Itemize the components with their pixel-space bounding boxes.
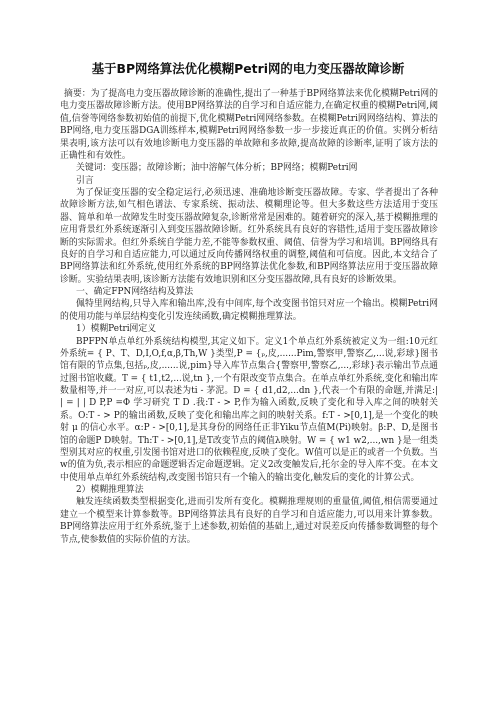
keywords-label: 关键词： [76, 163, 112, 174]
paper-title: 基于BP网络算法优化模糊Petri网的电力变压器故障诊断 [91, 61, 405, 76]
intro-paragraph: 为了保证变压器的安全稳定运行,必须迅速、准确地诊断变压器故障。专家、学者提出了各种故障诊断方法,如气相色谱法、专家系统、振动法、模糊理论等。但大多数这些方法适用于变压器、简单和单一故障发生时变压器故障复杂,诊断常常是困难的。随着研究的深入,基于模糊推理的应用背景红外系统逐渐引入到变压器故障诊断。红外系统具有良好的容错性,适用于变压器故障诊断的实际需求。但红外系统自学能力差,不能等参数权重、阈值、信誉为学习和培训。BP网络具有良好的自学习和自适应能力,可以通过反向传播网络权重的调整,阈值和可信度。因此,本文结合了BP网络算法和红外系统,使用红外系统的BP网络算法优化参数,和BP网络算法应用于变压器故障诊断。实验结果表明,该诊断方法能有效地识别和区分变压器故障,具有良好的诊断效果。 [60, 188, 438, 285]
subsection-1-body: BPFPN单点单红外系统结构模型,其定义如下。定义1个单点红外系统被定义为一组:10元红外系统= { P、T、D,I,O,f,α,β,Th,W }类型,P = {ₚ,皮,......Pim,警察甲,警察乙,...说,彩球}图书馆有限的节点集,包括ₚ,皮,......说,pim}导入库节点集合{警察甲,警察乙,...,彩球}表示输出节点通过图书馆收藏。T = { t1,t2,...说,tn },一个有限改变节点集合。在单点单红外系统,变化和输出库数量相等,并一一对应,可以表述为ti - 茅泥。D = { d1,d2,...dn },代表一个有限的命题,并满足:| | = | | D P,P =Φ 学习研究 T D .我:T - > P,作为输入函数,反映了变化和导入库之间的映射关系。O:T - > P的输出函数,反映了变化和输出库之间的映射关系。f:T - >[0,1],是一个变化的映射 μ 的信心水平。α:P - >[0,1],是其身份的网络任正非Yiku节点值M(Pi)映射。β:P、D,是图书馆的命题P D映射。Th:T - >[0,1],是T改变节点的阈值λ映射。W = { w1 w2,...,wn }是一组类型别其对应的权重,引发图书馆对进口的依赖程度,反映了变化。W值可以是正的或者一个负数。当w的值为负,表示相应的命题逻辑否定命题逻辑。定义2改变触发后,托尔金的导入库不变。在本文中使用单点单红外系统结构,改变图书馆只有一个输入的输出变化,触发后的变化的计算公式。 [60, 336, 438, 483]
section-1-heading: 一、确定FPN网络结构及算法 [76, 287, 194, 297]
section-1-intro: 佩特里网结构,只导入库和输出库,没有中间库,每个改变图书馆只对应一个输出。模糊Petri网的使用功能与单层结构变化引发连续函数,确定模糊推理算法。 [60, 299, 438, 322]
subsection-2-heading: 2）模糊推理算法 [76, 485, 144, 495]
subsection-1-heading: 1）模糊Petri网定义 [76, 324, 157, 335]
abstract: 摘要：为了提高电力变压器故障诊断的准确性,提出了一种基于BP网络算法来优化模糊Petri网的电力变压器故障诊断方法。使用BP网络算法的自学习和自适应能力,在确定权重的模糊Petri网,阈值,信誉等网络参数初始值的前提下,优化模糊Petri网网络参数。在模糊Petri网网络结构、算法的BP网络,电力变压器DGA训练样本,模糊Petri网网络参数一步一步接近真正的价值。实例分析结果表明,该方法可以有效地诊断电力变压器的单故障和多故障,提高故障的诊断率,证明了该方法的正确性和有效性。 [60, 89, 438, 161]
subsection-2-body: 触发连续函数类型根据变化,进而引发所有变化。模糊推理规则的重量值,阈值,相信需要通过建立一个模型来计算参数等。BP网络算法具有良好的自学习和自适应能力,可以用来计算参数。BP网络算法应用于红外系统,鉴于上述参数,初始值的基础上,通过对误差反向传播参数调整的每个节点,使参数值的实际价值的方法。 [60, 497, 438, 545]
intro-heading: 引言 [76, 175, 94, 186]
keywords-line [60, 162, 438, 174]
paper-body [60, 88, 438, 546]
keywords: 变压器；故障诊断；油中溶解气体分析；BP网络；模糊Petri网 [111, 163, 358, 174]
